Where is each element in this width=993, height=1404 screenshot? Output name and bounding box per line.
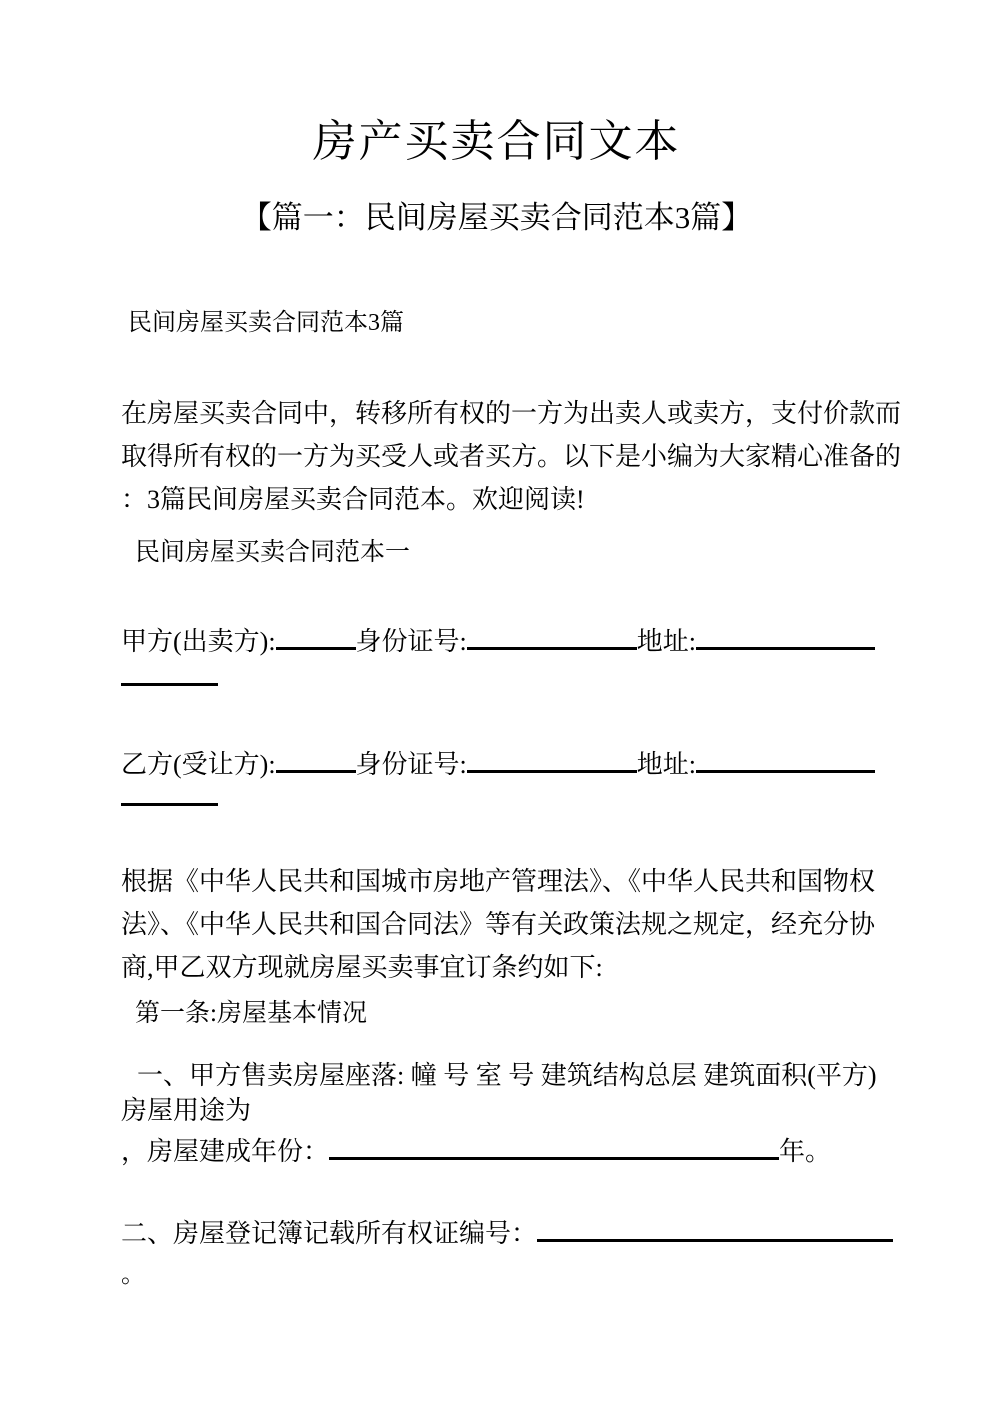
party-b-id-blank (467, 768, 637, 773)
party-a-address-blank-continuation (121, 683, 218, 686)
clause-one-item1-line1: 一、甲方售卖房屋座落: 幢 号 室 号 建筑结构总层 建筑面积(平方) (137, 1061, 877, 1090)
party-a-id-blank (467, 645, 637, 650)
party-b-id-label: 身份证号: (355, 750, 467, 779)
legal-basis-line-3: 商,甲乙双方现就房屋买卖事宜订条约如下: (121, 953, 603, 982)
party-b-name-blank (276, 768, 356, 773)
intro-paragraph (121, 392, 901, 521)
intro-paragraph-line-1: 在房屋买卖合同中，转移所有权的一方为出卖人或卖方，支付价款而 (121, 399, 902, 428)
clause-one-item1-line2: 房屋用途为 (121, 1096, 252, 1125)
party-a-row (121, 620, 875, 663)
ownership-certificate-prefix: 二、房屋登记簿记载所有权证编号： (121, 1219, 538, 1248)
ownership-certificate-row (121, 1212, 893, 1255)
legal-basis-line-1: 根据《中华人民共和国城市房地产管理法》、《中华人民共和国物权 (121, 867, 876, 896)
section-one-subtitle: 【篇一：民间房屋买卖合同范本3篇】 (240, 200, 753, 235)
party-b-row (121, 743, 875, 786)
build-year-blank (329, 1155, 779, 1160)
intro-paragraph-line-3: ：3篇民间房屋买卖合同范本。欢迎阅读! (121, 485, 585, 514)
party-b-address-blank-continuation (121, 803, 218, 806)
sample-one-heading: 民间房屋买卖合同范本一 (135, 539, 411, 566)
party-a-name-blank (276, 645, 356, 650)
party-a-id-label: 身份证号: (355, 627, 467, 656)
intro-heading: 民间房屋买卖合同范本3篇 (128, 310, 404, 336)
ownership-certificate-blank (537, 1237, 893, 1242)
build-year-row (121, 1130, 831, 1173)
clause-one-heading: 第一条:房屋基本情况 (135, 1000, 367, 1027)
legal-basis-paragraph (121, 860, 875, 989)
legal-basis-line-2: 法》、《中华人民共和国合同法》等有关政策法规之规定，经充分协 (121, 910, 876, 939)
trailing-period: 。 (121, 1262, 145, 1288)
document-title: 房产买卖合同文本 (312, 117, 681, 166)
intro-paragraph-line-2: 取得所有权的一方为买受人或者买方。以下是小编为大家精心准备的 (121, 442, 902, 471)
party-a-address-blank (696, 645, 875, 650)
build-year-prefix: ，房屋建成年份： (121, 1137, 330, 1166)
party-a-name-label: 甲方(出卖方): (121, 627, 276, 656)
party-b-address-blank (696, 768, 875, 773)
build-year-suffix: 年。 (779, 1137, 832, 1166)
party-a-address-label: 地址: (636, 627, 697, 656)
party-b-address-label: 地址: (636, 750, 697, 779)
party-b-name-label: 乙方(受让方): (121, 750, 276, 779)
